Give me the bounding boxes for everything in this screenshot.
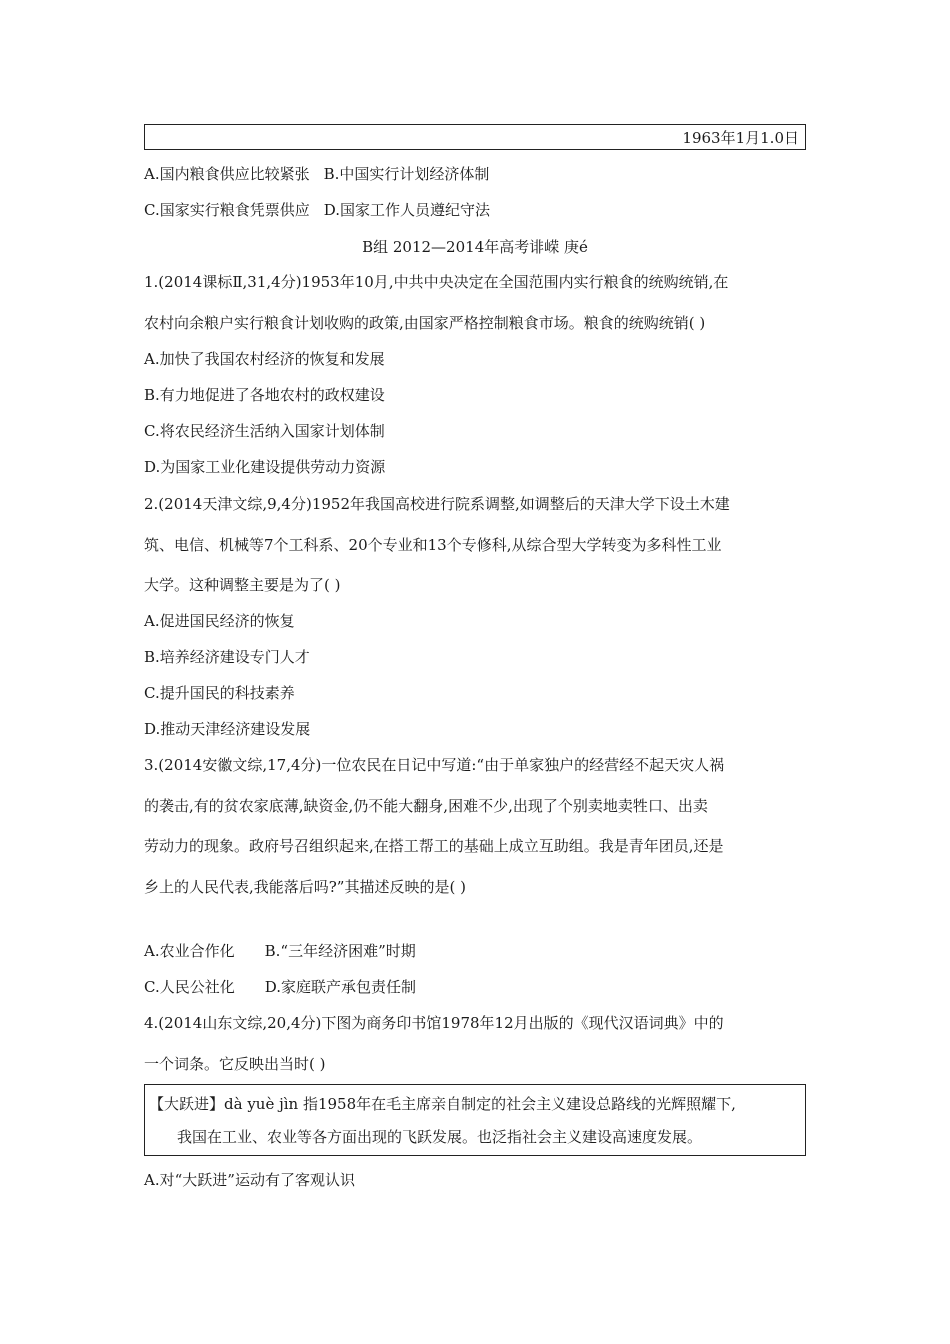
- q2-line1: 2.(2014天津文综,9,4分)1952年我国高校进行院系调整,如调整后的天津大学下设土木建: [144, 495, 730, 513]
- quote-date: 1963年1月1.0日: [682, 129, 799, 147]
- q1-option-a: A.加快了我国农村经济的恢复和发展: [144, 350, 385, 368]
- q4-line1: 4.(2014山东文综,20,4分)下图为商务印书馆1978年12月出版的《现代汉语词典》中的: [144, 1014, 724, 1032]
- q2-line2: 筑、电信、机械等7个工科系、20个专业和13个专修科,从综合型大学转变为多科性工业: [144, 536, 722, 554]
- q3-line2: 的袭击,有的贫农家底薄,缺资金,仍不能大翻身,困难不少,出现了个别卖地卖牲口、出卖: [144, 797, 708, 815]
- q2-option-d: D.推动天津经济建设发展: [144, 720, 311, 738]
- q3-option-b: B.“三年经济困难”时期: [264, 942, 416, 960]
- q2-line3: 大学。这种调整主要是为了( ): [144, 576, 341, 594]
- q2-option-c: C.提升国民的科技素养: [144, 684, 295, 702]
- q3-line3: 劳动力的现象。政府号召组织起来,在搭工帮工的基础上成立互助组。我是青年团员,还是: [144, 837, 724, 855]
- q3-option-d: D.家庭联产承包责任制: [264, 978, 416, 996]
- q0-option-c: C.国家实行粮食凭票供应: [144, 201, 310, 219]
- q3-line1: 3.(2014安徽文综,17,4分)一位农民在日记中写道:“由于单家独户的经营经不起天灾人祸: [144, 756, 725, 774]
- q2-option-b: B.培养经济建设专门人才: [144, 648, 310, 666]
- q3-options-row2: [144, 977, 416, 997]
- section-title: B组 2012—2014年高考诽嵘 庚é: [362, 238, 588, 256]
- q2-option-a: A.促进国民经济的恢复: [144, 612, 295, 630]
- q0-option-b: B.中国实行计划经济体制: [323, 165, 490, 183]
- quote-box: [144, 124, 806, 150]
- q0-options-row1: [144, 164, 489, 184]
- q0-option-a: A.国内粮食供应比较紧张: [144, 165, 310, 183]
- q4-option-a: A.对“大跃进”运动有了客观认识: [144, 1171, 355, 1189]
- q1-line1: 1.(2014课标Ⅱ,31,4分)1953年10月,中共中央决定在全国范围内实行粮食的统购统销,在: [144, 273, 729, 291]
- q1-option-c: C.将农民经济生活纳入国家计划体制: [144, 422, 385, 440]
- q3-option-c: C.人民公社化: [144, 978, 235, 996]
- q1-line2: 农村向余粮户实行粮食计划收购的政策,由国家严格控制粮食市场。粮食的统购统销( ): [144, 314, 706, 332]
- q3-option-a: A.农业合作化: [144, 942, 235, 960]
- q0-options-row2: [144, 200, 490, 220]
- dictionary-entry-line2: 我国在工业、农业等各方面出现的飞跃发展。也泛指社会主义建设高速度发展。: [177, 1128, 703, 1146]
- q1-option-d: D.为国家工业化建设提供劳动力资源: [144, 458, 386, 476]
- dictionary-entry-line1: 【大跃进】dà yuè jìn 指1958年在毛主席亲自制定的社会主义建设总路线的光辉照耀下,: [149, 1095, 736, 1113]
- q4-line2: 一个词条。它反映出当时( ): [144, 1055, 326, 1073]
- q3-options-row1: [144, 941, 416, 961]
- q1-option-b: B.有力地促进了各地农村的政权建设: [144, 386, 385, 404]
- q3-line4: 乡上的人民代表,我能落后吗?”其描述反映的是( ): [144, 878, 466, 896]
- q0-option-d: D.国家工作人员遵纪守法: [323, 201, 490, 219]
- dictionary-entry-box: [144, 1084, 806, 1156]
